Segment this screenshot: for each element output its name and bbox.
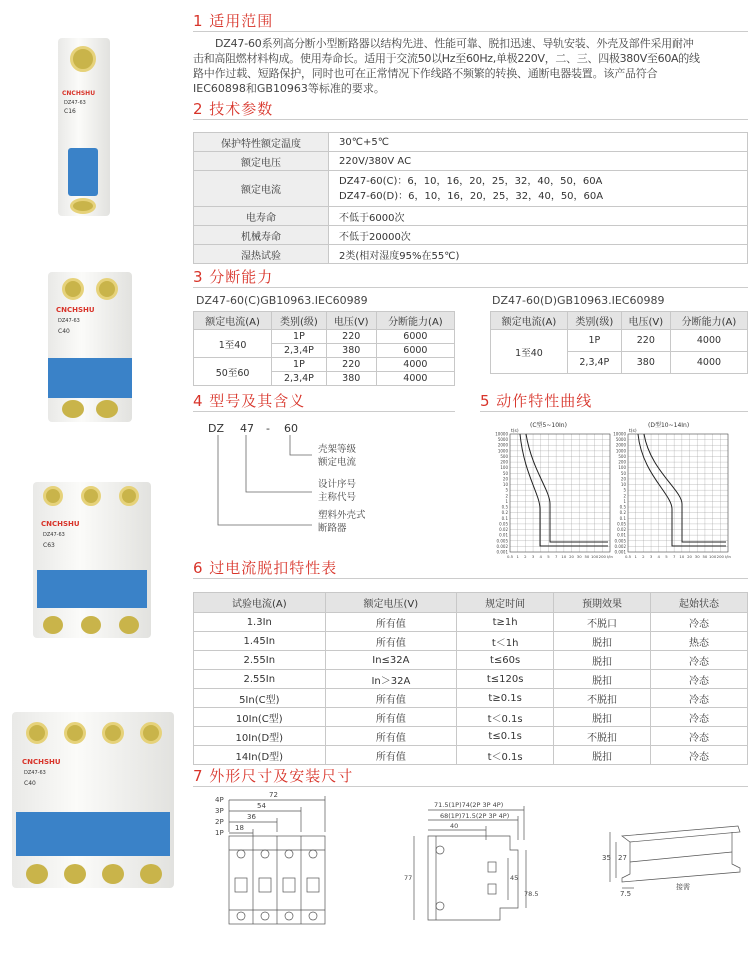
dim-label: 36 (247, 813, 256, 821)
cell: 所有值 (325, 746, 457, 765)
param-value: 220V/380V AC (329, 152, 748, 171)
cell: t＜0.1s (457, 746, 554, 765)
rail-dim-labels (600, 822, 745, 902)
para-line: 击和高阻燃材料构成。使用寿命长。适用于交流50以Hz至60Hz,单极220V，二、三、四极380V至60A的线 (193, 52, 700, 65)
table-row (194, 207, 748, 226)
side-dim-labels (400, 800, 539, 935)
cell: 所有值 (325, 613, 457, 632)
breaker-handle (68, 148, 98, 196)
section-7-title: 7 外形尺寸及安装尺寸 (193, 767, 354, 785)
y-tick: 2000 (497, 442, 508, 448)
table-row (194, 727, 748, 746)
model-meaning-1 (318, 443, 356, 469)
cell: 2,3,4P (567, 352, 621, 374)
param-value: DZ47-60(C)：6，10，16，20，25，32，40，50，60A (339, 175, 603, 187)
product-brand: CNCHSHU (41, 520, 80, 528)
column-header: 类别(级) (567, 312, 621, 330)
model-code-part: DZ (208, 422, 225, 435)
table-row (194, 689, 748, 708)
table-row (194, 152, 748, 171)
product-image-4p (12, 712, 174, 888)
param-label: 额定电流 (194, 171, 329, 207)
cell: In＞32A (325, 670, 457, 689)
dim-label: 35 (602, 854, 611, 862)
x-tick: 7 (672, 554, 676, 559)
tech-params-table (193, 132, 748, 264)
cell: 1.45In (194, 632, 326, 651)
param-value: 30℃+5℃ (329, 133, 748, 152)
x-tick: 7 (554, 554, 558, 559)
cell: 所有值 (325, 689, 457, 708)
model-code-part: 60 (284, 422, 298, 435)
meaning-text: 塑料外壳式 (318, 510, 366, 521)
y-tick: 2 (505, 493, 508, 499)
param-value: 2类(相对湿度95%在55℃) (329, 245, 748, 264)
cell: 脱扣 (554, 746, 651, 765)
cell: 不脱扣 (554, 727, 651, 746)
cell: 脱扣 (554, 651, 651, 670)
cell: 不脱扣 (554, 689, 651, 708)
y-tick: 100 (618, 465, 626, 471)
y-tick: 200 (618, 459, 626, 465)
dim-label: 68(1P)71.5(2P 3P 4P) (440, 812, 510, 820)
section-3-rule (193, 287, 748, 288)
cell: t＜1h (457, 632, 554, 651)
model-meaning-2 (318, 478, 356, 504)
dim-label: 27 (618, 854, 627, 862)
column-header: 额定电流(A) (194, 312, 272, 330)
table-row (194, 746, 748, 765)
model-code-part: 47 (240, 422, 254, 435)
param-label: 机械寿命 (194, 226, 329, 245)
section-4-title: 4 型号及其含义 (193, 392, 306, 410)
product-rating: C40 (58, 328, 70, 335)
y-tick: 0.05 (617, 521, 626, 527)
table-row (194, 226, 748, 245)
para-line: DZ47-60系列高分断小型断路器以结构先进、性能可靠、脱扣迅速、导轨安装、外壳及部件采用耐冲 (215, 37, 694, 50)
cell: t≥1h (457, 613, 554, 632)
y-tick: 0.1 (501, 515, 508, 521)
cell: 380 (621, 352, 670, 374)
section-5-title: 5 动作特性曲线 (480, 392, 593, 410)
x-tick: 200 (598, 554, 606, 559)
y-tick: 5000 (497, 437, 508, 443)
y-tick: 10 (502, 482, 508, 488)
cell: 所有值 (325, 708, 457, 727)
y-tick: 0.005 (496, 538, 508, 544)
current-group: 50至60 (194, 358, 272, 386)
pole-label: 3P (215, 807, 224, 815)
meaning-text: 主称代号 (318, 492, 357, 503)
x-tick: 4 (539, 554, 542, 559)
cell: 4000 (670, 330, 747, 352)
y-tick: 5 (623, 487, 626, 493)
dim-label: 78.5 (524, 890, 539, 898)
table-header-row (491, 312, 748, 330)
pole-label: 4P (215, 796, 224, 804)
table-row (194, 670, 748, 689)
model-code-leaders (208, 433, 318, 533)
x-tick: I/In (607, 554, 613, 559)
y-tick: 2 (623, 493, 626, 499)
y-tick: 5 (505, 487, 508, 493)
x-tick: 2 (642, 554, 645, 559)
y-tick: 0.02 (617, 527, 626, 533)
cell: 6000 (376, 344, 454, 358)
overcurrent-table-body (194, 613, 748, 765)
y-tick: 0.5 (619, 504, 626, 510)
cell: 冷态 (651, 670, 748, 689)
cell: 2.55In (194, 670, 326, 689)
x-tick: 0.5 (624, 554, 632, 559)
x-tick: 0.5 (506, 554, 514, 559)
meaning-text: 壳架等级 (318, 444, 357, 455)
x-tick: 20 (569, 554, 574, 559)
x-tick: 200 (716, 554, 724, 559)
param-label: 保护特性额定温度 (194, 133, 329, 152)
x-tick: 5 (547, 554, 550, 559)
column-header: 起始状态 (651, 593, 748, 613)
section-3-title: 3 分断能力 (193, 268, 274, 286)
dim-label: 54 (257, 802, 266, 810)
front-dim-labels (203, 792, 333, 942)
column-header: 预期效果 (554, 593, 651, 613)
y-tick: 0.001 (496, 549, 508, 555)
para-line: IEC60898和GB10963等标准的要求。 (193, 82, 385, 95)
y-tick: 1 (505, 498, 508, 504)
axis-unit: t(s) (511, 429, 519, 434)
table-row (194, 708, 748, 727)
y-tick: 10000 (613, 431, 626, 437)
dim-label: 45 (510, 874, 519, 882)
product-rating: C40 (24, 780, 36, 787)
column-header: 规定时间 (457, 593, 554, 613)
tripping-curve-chart (613, 421, 731, 559)
product-rating: C63 (43, 542, 55, 549)
product-model: DZ47-63 (58, 318, 80, 324)
cell: 热态 (651, 632, 748, 651)
table-row (194, 330, 455, 344)
y-tick: 0.002 (496, 543, 508, 549)
cell: 1P (272, 330, 327, 344)
cell: 10In(C型) (194, 708, 326, 727)
table-row (194, 632, 748, 651)
tripping-curve-charts (478, 418, 750, 566)
y-tick: 0.05 (499, 521, 508, 527)
y-tick: 0.001 (614, 549, 626, 555)
breaking-capacity-table-d (490, 311, 748, 374)
cell: 冷态 (651, 708, 748, 727)
table-row (194, 245, 748, 264)
meaning-text: 断路器 (318, 523, 347, 534)
y-tick: 1000 (615, 448, 626, 454)
cell: t＜0.1s (457, 708, 554, 727)
column-header: 额定电流(A) (491, 312, 568, 330)
param-value: 不低于20000次 (329, 226, 748, 245)
y-tick: 50 (502, 470, 508, 476)
product-brand: CNCHSHU (62, 90, 96, 97)
table-header-row (194, 312, 455, 330)
cell: 冷态 (651, 689, 748, 708)
cell: t≥0.1s (457, 689, 554, 708)
section-5-rule (480, 411, 748, 412)
x-tick: 100 (708, 554, 717, 559)
y-tick: 0.002 (614, 543, 626, 549)
meaning-text: 设计序号 (318, 479, 357, 490)
product-image-1p (58, 38, 110, 216)
para-line: 路中作过载、短路保护，同时也可在正常情况下作线路不频繁的转换、通断电器装置。该产品符合 (193, 67, 658, 80)
column-header: 额定电压(V) (325, 593, 457, 613)
y-tick: 10000 (495, 431, 508, 437)
y-tick: 0.2 (619, 510, 626, 516)
breaking-capacity-caption-c: DZ47-60(C)GB10963.IEC60989 (196, 294, 368, 307)
cell: 不脱口 (554, 613, 651, 632)
chart-title: (D型10~14In) (648, 422, 690, 429)
axis-unit: t(s) (629, 429, 637, 434)
x-tick: 50 (702, 554, 708, 559)
product-brand: CNCHSHU (22, 758, 61, 766)
x-tick: 1 (516, 554, 519, 559)
param-value: DZ47-60(D)：6，10，16，20，25，32，40，50，60A (339, 190, 604, 202)
model-code-part: - (266, 422, 270, 435)
column-header: 电压(V) (326, 312, 376, 330)
column-header: 电压(V) (621, 312, 670, 330)
y-tick: 10 (620, 482, 626, 488)
dim-label: 77 (404, 874, 413, 882)
y-tick: 1000 (497, 448, 508, 454)
cell: 2.55In (194, 651, 326, 670)
cell: 380 (326, 344, 376, 358)
dim-label: 71.5(1P)74(2P 3P 4P) (434, 801, 504, 809)
cell: 脱扣 (554, 708, 651, 727)
dim-label: 7.5 (620, 890, 632, 898)
table-header-row (194, 593, 748, 613)
cell: 1P (272, 358, 327, 372)
pole-label: 1P (215, 829, 224, 837)
section-2-rule (193, 119, 748, 120)
cell: 脱扣 (554, 632, 651, 651)
x-tick: 20 (687, 554, 692, 559)
cell: 1.3In (194, 613, 326, 632)
x-tick: I/In (725, 554, 731, 559)
product-image-2p (48, 272, 132, 422)
y-tick: 2000 (615, 442, 626, 448)
cell: 冷态 (651, 613, 748, 632)
cell: 220 (621, 330, 670, 352)
section-6-title: 6 过电流脱扣特性表 (193, 559, 338, 577)
product-model: DZ47-63 (43, 532, 65, 538)
param-value: 不低于6000次 (329, 207, 748, 226)
cell: 所有值 (325, 632, 457, 651)
x-tick: 10 (561, 554, 567, 559)
product-model: DZ47-63 (24, 770, 46, 776)
cell: 2,3,4P (272, 344, 327, 358)
y-tick: 500 (618, 453, 626, 459)
cell: 1P (567, 330, 621, 352)
x-tick: 5 (665, 554, 668, 559)
cell: t≤0.1s (457, 727, 554, 746)
rail-label: 接需 (676, 883, 690, 891)
section-7-rule (193, 786, 748, 787)
product-model: DZ47-63 (64, 100, 86, 106)
cell: 冷态 (651, 651, 748, 670)
current-group: 1至40 (194, 330, 272, 358)
table-row (194, 358, 455, 372)
y-tick: 0.02 (499, 527, 508, 533)
plot-frame (510, 434, 610, 552)
y-tick: 20 (502, 476, 508, 482)
section-4-rule (193, 411, 455, 412)
cell: 220 (326, 330, 376, 344)
product-image-3p (33, 482, 151, 638)
curve-upper (644, 434, 726, 542)
cell: 冷态 (651, 746, 748, 765)
y-tick: 200 (500, 459, 508, 465)
x-tick: 2 (524, 554, 527, 559)
dim-label: 72 (269, 791, 278, 799)
tripping-curve-chart (495, 421, 613, 559)
param-label: 电寿命 (194, 207, 329, 226)
y-tick: 0.01 (499, 532, 508, 538)
overcurrent-table (193, 592, 748, 765)
column-header: 试验电流(A) (194, 593, 326, 613)
cell: 6000 (376, 330, 454, 344)
x-tick: 30 (694, 554, 700, 559)
x-tick: 4 (657, 554, 660, 559)
x-tick: 30 (576, 554, 582, 559)
curve-upper (526, 434, 608, 542)
param-label: 湿热试验 (194, 245, 329, 264)
cell: In≤32A (325, 651, 457, 670)
section-6-rule (193, 578, 748, 579)
cell: 脱扣 (554, 670, 651, 689)
pole-label: 2P (215, 818, 224, 826)
cell: 5In(C型) (194, 689, 326, 708)
cell: 4000 (670, 352, 747, 374)
cell: 冷态 (651, 727, 748, 746)
param-label: 额定电压 (194, 152, 329, 171)
cell: 220 (326, 358, 376, 372)
x-tick: 100 (590, 554, 599, 559)
y-tick: 0.5 (501, 504, 508, 510)
table-row (194, 133, 748, 152)
y-tick: 100 (500, 465, 508, 471)
section-1-title: 1 适用范围 (193, 12, 274, 30)
y-tick: 5000 (615, 437, 626, 443)
cell: 14In(D型) (194, 746, 326, 765)
table-row (194, 171, 748, 207)
cell: t≤120s (457, 670, 554, 689)
cell: t≤60s (457, 651, 554, 670)
current-group: 1至40 (491, 330, 568, 374)
table-row (491, 330, 748, 352)
column-header: 类别(级) (272, 312, 327, 330)
dim-label: 18 (235, 824, 244, 832)
cell: 所有值 (325, 727, 457, 746)
table-row (194, 651, 748, 670)
y-tick: 50 (620, 470, 626, 476)
breaking-capacity-caption-d: DZ47-60(D)GB10963.IEC60989 (492, 294, 665, 307)
x-tick: 50 (584, 554, 590, 559)
column-header: 分断能力(A) (376, 312, 454, 330)
y-tick: 500 (500, 453, 508, 459)
table-row (194, 613, 748, 632)
cell: 4000 (376, 358, 454, 372)
x-tick: 3 (531, 554, 535, 559)
x-tick: 1 (634, 554, 637, 559)
section-1-rule (193, 31, 748, 32)
meaning-text: 额定电流 (318, 457, 357, 468)
product-rating: C16 (64, 108, 76, 115)
y-tick: 0.01 (617, 532, 626, 538)
cell: 10In(D型) (194, 727, 326, 746)
dim-label: 40 (450, 822, 459, 830)
y-tick: 0.005 (614, 538, 626, 544)
y-tick: 1 (623, 498, 626, 504)
cell: 2,3,4P (272, 372, 327, 386)
x-tick: 10 (679, 554, 685, 559)
y-tick: 0.2 (501, 510, 508, 516)
section-2-title: 2 技术参数 (193, 100, 274, 118)
cell: 4000 (376, 372, 454, 386)
y-tick: 20 (620, 476, 626, 482)
product-brand: CNCHSHU (56, 306, 95, 314)
x-tick: 3 (649, 554, 653, 559)
cell: 380 (326, 372, 376, 386)
column-header: 分断能力(A) (670, 312, 747, 330)
model-meaning-3 (318, 509, 366, 535)
chart-title: (C型5~10In) (530, 422, 567, 429)
breaking-capacity-table-c (193, 311, 455, 386)
section-1-text (193, 36, 750, 96)
y-tick: 0.1 (619, 515, 626, 521)
